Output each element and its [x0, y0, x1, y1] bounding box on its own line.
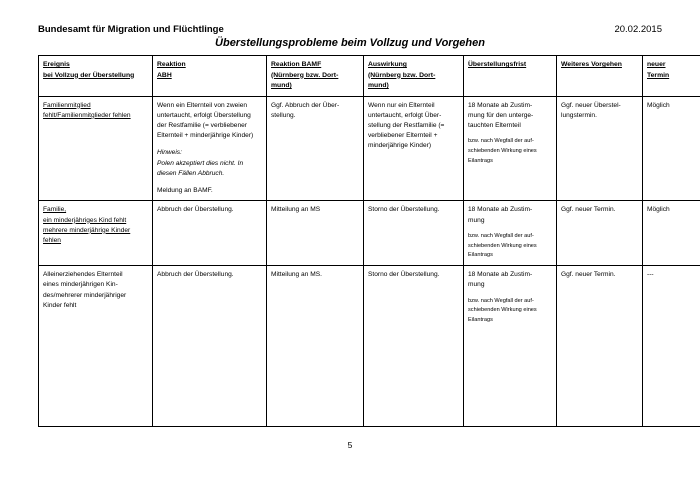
- column-header-reaktion-abh-line1: Reaktion: [157, 61, 186, 68]
- document-date: 20.02.2015: [614, 24, 662, 35]
- auswirkung-line1: Wenn nur ein Elternteil untertaucht, erfolgt Über-: [368, 101, 442, 119]
- reaktion-bamf-line1: Mitteilung an MS.: [271, 271, 322, 279]
- cell-neuer-termin: [643, 266, 700, 427]
- column-header-reaktion-bamf-line2: (Nürnberg bzw. Dort-: [271, 71, 339, 79]
- cell-frist: [464, 266, 557, 427]
- cell-frist: [464, 96, 557, 201]
- ereignis-line1: Familie,: [43, 206, 67, 214]
- column-header-auswirkung-line2: (Nürnberg bzw. Dort-: [368, 71, 436, 79]
- frist-note-line2: schiebenden Wirkung eines: [468, 242, 537, 249]
- frist-line3: tauchten Elternteil: [468, 122, 521, 130]
- cell-vorgehen: [557, 266, 643, 427]
- cell-reaktion-bamf: [267, 266, 364, 427]
- table-head: [39, 56, 700, 97]
- reaktion-abh-meldung: Meldung an BAMF.: [157, 187, 213, 195]
- page-header: [38, 24, 662, 35]
- cell-neuer-termin: [643, 96, 700, 201]
- table-row: [39, 96, 700, 201]
- cell-ereignis: [39, 201, 153, 266]
- frist-note: [468, 137, 552, 166]
- table-row: [39, 201, 700, 266]
- reaktion-abh-p1: Wenn ein Elternteil von zweien untertaucht, erfolgt Überstellung der Restfamilie (= verbliebener Elternteil + minderjährige Kinder): [157, 101, 254, 140]
- reaktion-abh-hinweis-text: Polen akzeptiert dies nicht. In diesen Fällen Abbruch.: [157, 159, 244, 177]
- column-header-auswirkung: [364, 56, 464, 97]
- auswirkung-line2: stellung der Restfamilie (=: [368, 122, 445, 130]
- ereignis-line1: Alleinerziehendes Elternteil: [43, 271, 123, 279]
- column-header-reaktion-abh: [153, 56, 267, 97]
- column-header-ereignis-line2: bei Vollzug der Überstellung: [43, 71, 135, 79]
- vorgehen-line1: Ggf. neuer Termin.: [561, 206, 616, 214]
- cell-reaktion-abh: [153, 96, 267, 201]
- neuer-termin-value: Möglich: [647, 101, 670, 109]
- cell-frist: [464, 201, 557, 266]
- cell-vorgehen: [557, 96, 643, 201]
- ereignis-line2: eines minderjährigen Kin-: [43, 281, 118, 289]
- table-row: [39, 266, 700, 427]
- auswirkung-line4: minderjährige Kinder): [368, 142, 432, 150]
- auswirkung-line1: Storno der Überstellung.: [368, 271, 440, 279]
- column-header-reaktion-abh-line2: ABH: [157, 71, 172, 79]
- neuer-termin-value: ---: [647, 271, 654, 279]
- column-header-frist: [464, 56, 557, 97]
- ereignis-line3: des/mehrerer minderjähriger: [43, 291, 127, 299]
- cell-vorgehen: [557, 201, 643, 266]
- column-header-reaktion-bamf-line3: mund): [271, 82, 292, 90]
- column-header-auswirkung-line1: Auswirkung: [368, 61, 407, 68]
- frist-line1: 18 Monate ab Zustim-: [468, 206, 533, 214]
- table-header-row: [39, 56, 700, 97]
- reaktion-abh-hinweis: Hinweis:: [157, 149, 182, 157]
- cell-reaktion-abh: [153, 201, 267, 266]
- column-header-frist-line1: Überstellungsfrist: [468, 61, 527, 68]
- office-name: Bundesamt für Migration und Flüchtlinge: [38, 24, 224, 35]
- auswirkung-line3: verbliebener Elternteil +: [368, 132, 438, 140]
- frist-note-line1: bzw. nach Wegfall der auf-: [468, 297, 534, 304]
- frist-line1: 18 Monate ab Zustim-: [468, 271, 533, 279]
- ereignis-line3: mehrere minderjährige Kinder: [43, 226, 131, 234]
- ereignis-line1: Familienmitglied: [43, 101, 91, 109]
- frist-line2: mung: [468, 216, 485, 224]
- frist-note-line2: schiebenden Wirkung eines: [468, 148, 537, 155]
- reaktion-bamf-line1: Mitteilung an MS: [271, 206, 321, 214]
- ereignis-line2: ein minderjähriges Kind fehlt: [43, 216, 127, 224]
- reaktion-bamf-line2: stellung.: [271, 111, 296, 119]
- frist-note: [468, 297, 552, 326]
- column-header-ereignis: [39, 56, 153, 97]
- cell-auswirkung: [364, 266, 464, 427]
- column-header-neuer-termin-line2: Termin: [647, 71, 670, 79]
- cell-ereignis: [39, 96, 153, 201]
- auswirkung-line1: Storno der Überstellung.: [368, 206, 440, 214]
- cell-reaktion-abh: [153, 266, 267, 427]
- cell-auswirkung: [364, 201, 464, 266]
- page-number: 5: [347, 440, 353, 450]
- reaktion-abh-line1: Abbruch der Überstellung.: [157, 206, 234, 214]
- neuer-termin-value: Möglich: [647, 206, 670, 214]
- ereignis-line2: fehlt/Familienmitglieder fehlen: [43, 111, 131, 119]
- frist-note-line3: Eilantrags: [468, 157, 493, 164]
- frist-note-line3: Eilantrags: [468, 317, 493, 324]
- column-header-auswirkung-line3: mund): [368, 82, 389, 90]
- frist-line2: mung für den unterge-: [468, 111, 534, 119]
- cell-neuer-termin: [643, 201, 700, 266]
- frist-line2: mung: [468, 281, 485, 289]
- vorgehen-line1: Ggf. neuer Überstel-: [561, 101, 621, 109]
- column-header-neuer-termin: [643, 56, 700, 97]
- column-header-ereignis-line1: Ereignis: [43, 61, 70, 68]
- vorgehen-line2: lungstermin.: [561, 111, 597, 119]
- frist-line1: 18 Monate ab Zustim-: [468, 101, 533, 109]
- frist-note-line1: bzw. nach Wegfall der auf-: [468, 232, 534, 239]
- cell-reaktion-bamf: [267, 201, 364, 266]
- cell-ereignis: [39, 266, 153, 427]
- frist-note-line3: Eilantrags: [468, 252, 493, 259]
- ereignis-line4: Kinder fehlt: [43, 301, 77, 309]
- document-title: Überstellungsprobleme beim Vollzug und Vorgehen: [215, 37, 485, 49]
- frist-note: [468, 232, 552, 261]
- cell-reaktion-bamf: [267, 96, 364, 201]
- frist-note-line2: schiebenden Wirkung eines: [468, 307, 537, 314]
- cell-auswirkung: [364, 96, 464, 201]
- reaktion-bamf-line1: Ggf. Abbruch der Über-: [271, 101, 340, 109]
- column-header-reaktion-bamf: [267, 56, 364, 97]
- frist-note-line1: bzw. nach Wegfall der auf-: [468, 138, 534, 145]
- column-header-vorgehen-line1: Weiteres Vorgehen: [561, 61, 622, 68]
- table-body: [39, 96, 700, 427]
- column-header-reaktion-bamf-line1: Reaktion BAMF: [271, 61, 322, 68]
- column-header-neuer-termin-line1: neuer: [647, 61, 666, 68]
- ereignis-line4: fehlen: [43, 237, 61, 244]
- column-header-vorgehen: [557, 56, 643, 97]
- reaktion-abh-line1: Abbruch der Überstellung.: [157, 271, 234, 279]
- vorgehen-line1: Ggf. neuer Termin.: [561, 271, 616, 279]
- overview-table: [38, 55, 700, 427]
